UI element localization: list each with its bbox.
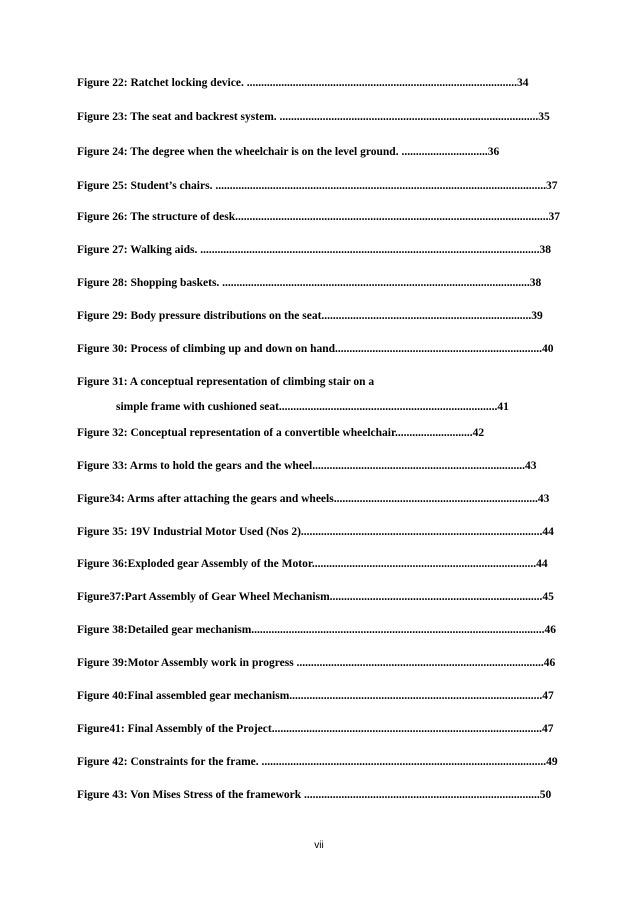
toc-entry: Figure 22: Ratchet locking device. ..............................................................................................34 bbox=[77, 77, 529, 89]
toc-entry: Figure 24: The degree when the wheelchair is on the level ground. ..............................36 bbox=[77, 146, 500, 158]
toc-entry: Figure 38:Detailed gear mechanism......................................................................................................46 bbox=[77, 624, 557, 636]
toc-entry: Figure 31: A conceptual representation of climbing stair on a bbox=[77, 376, 375, 388]
toc-entry: Figure 43: Von Mises Stress of the framework ..................................................................................50 bbox=[77, 789, 552, 801]
toc-entry: Figure 33: Arms to hold the gears and the wheel..........................................................................43 bbox=[77, 460, 537, 472]
toc-entry: Figure 23: The seat and backrest system. ..........................................................................................35 bbox=[77, 111, 550, 123]
toc-entry: Figure 30: Process of climbing up and down on hand........................................................................40 bbox=[77, 343, 554, 355]
toc-entry: Figure37:Part Assembly of Gear Wheel Mechanism..........................................................................45 bbox=[77, 591, 554, 603]
toc-entry: Figure 36:Exploded gear Assembly of the Motor..............................................................................44 bbox=[77, 558, 548, 570]
toc-entry: Figure 28: Shopping baskets. ...........................................................................................................38 bbox=[77, 277, 542, 289]
toc-entry: Figure 26: The structure of desk.............................................................................................................37 bbox=[77, 211, 560, 223]
toc-entry: Figure 29: Body pressure distributions on the seat.........................................................................39 bbox=[77, 310, 543, 322]
toc-entry: Figure 39:Motor Assembly work in progress ......................................................................................46 bbox=[77, 657, 556, 669]
toc-entry: Figure 25: Student’s chairs. ...................................................................................................................37 bbox=[77, 180, 558, 192]
toc-entry-continuation: simple frame with cushioned seat............................................................................41 bbox=[116, 401, 509, 413]
toc-entry: Figure 27: Walking aids. ......................................................................................................................38 bbox=[77, 244, 551, 256]
toc-entry: Figure 40:Final assembled gear mechanism........................................................................................47 bbox=[77, 690, 554, 702]
toc-entry: Figure 42: Constraints for the frame. ...................................................................................................49 bbox=[77, 756, 558, 768]
toc-entry: Figure34: Arms after attaching the gears and wheels.......................................................................43 bbox=[77, 493, 550, 505]
toc-entry: Figure41: Final Assembly of the Project..............................................................................................47 bbox=[77, 723, 554, 735]
toc-entry: Figure 35: 19V Industrial Motor Used (Nos 2)....................................................................................44 bbox=[77, 526, 554, 538]
page-number: vii bbox=[314, 840, 324, 851]
toc-entry: Figure 32: Conceptual representation of a convertible wheelchair...........................42 bbox=[77, 427, 485, 439]
